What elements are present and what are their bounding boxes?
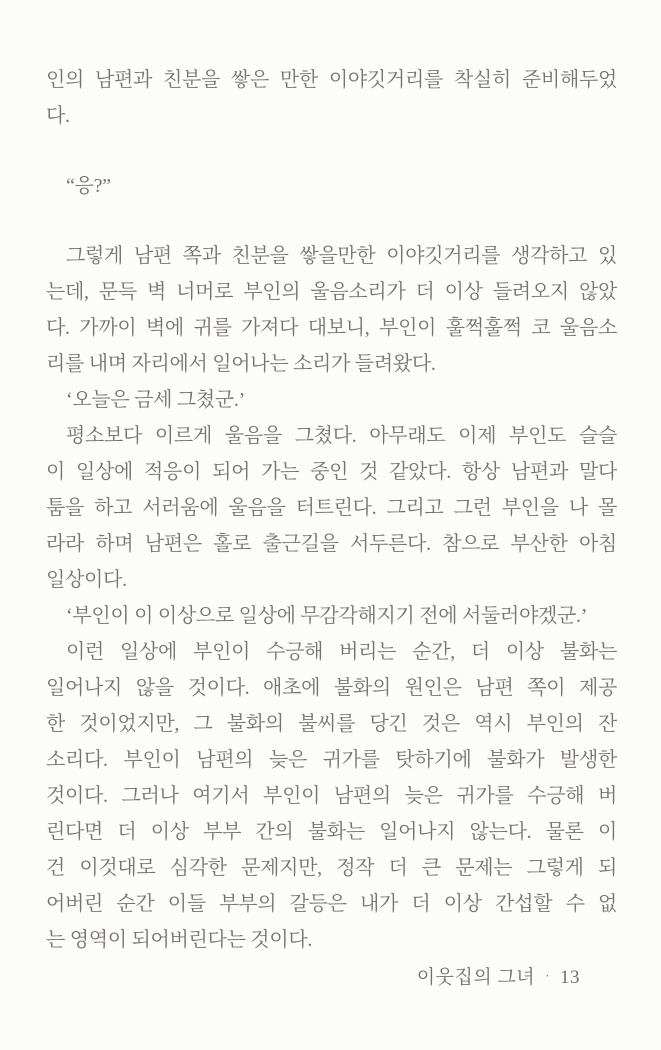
text-line: 다. <box>46 105 70 127</box>
text-line: 평소보다 이르게 울음을 그쳤다. 아무래도 이제 부인도 슬슬 <box>66 425 617 447</box>
text-line: 리를 내며 자리에서 일어나는 소리가 들려왔다. <box>46 353 436 375</box>
text-line: 소리다. 부인이 남편의 늦은 귀가를 탓하기에 불화가 발생한 <box>46 749 617 771</box>
blank-line <box>46 134 617 168</box>
text-line: ‘오늘은 금세 그쳤군.’ <box>66 389 245 411</box>
running-title: 이웃집의 그녀 <box>416 967 536 988</box>
footer-separator-dot: · <box>545 968 550 983</box>
text-line: 린다면 더 이상 부부 간의 불화는 일어나지 않는다. 물론 이 <box>46 821 617 843</box>
text-line: “응?” <box>66 175 111 197</box>
text-line: 인의 남편과 친분을 쌓은 만한 이야깃거리를 착실히 준비해두었 <box>46 69 617 91</box>
text-line: 일어나지 않을 것이다. 애초에 불화의 원인은 남편 쪽이 제공 <box>46 677 617 699</box>
text-line: 다. 가까이 벽에 귀를 가져다 대보니, 부인이 훌쩍훌쩍 코 울음소 <box>46 317 617 339</box>
text-line: 한 것이었지만, 그 불화의 불씨를 당긴 것은 역시 부인의 잔 <box>46 713 617 735</box>
text-line: 는 영역이 되어버린다는 것이다. <box>46 929 313 951</box>
text-line: 는데, 문득 벽 너머로 부인의 울음소리가 더 이상 들려오지 않았 <box>46 281 617 303</box>
text-line: 그렇게 남편 쪽과 친분을 쌓을만한 이야깃거리를 생각하고 있 <box>66 245 617 267</box>
text-line: 건 이것대로 심각한 문제지만, 정작 더 큰 문제는 그렇게 되 <box>46 857 617 879</box>
page-number: 13 <box>560 967 580 988</box>
text-line: 이 일상에 적응이 되어 가는 중인 것 같았다. 항상 남편과 말다 <box>46 461 617 483</box>
text-line: 라라 하며 남편은 홀로 출근길을 서두른다. 참으로 부산한 아침 <box>46 533 617 555</box>
text-line: 어버린 순간 이들 부부의 갈등은 내가 더 이상 간섭할 수 없 <box>46 893 617 915</box>
text-line: ‘부인이 이 이상으로 일상에 무감각해지기 전에 서둘러야겠군.’ <box>66 605 588 627</box>
text-line: 이런 일상에 부인이 수긍해 버리는 순간, 더 이상 불화는 <box>66 641 617 663</box>
text-line: 일상이다. <box>46 569 127 591</box>
blank-line <box>46 204 617 238</box>
page-text <box>46 62 617 958</box>
text-line: 것이다. 그러나 여기서 부인이 남편의 늦은 귀가를 수긍해 버 <box>46 785 617 807</box>
text-line: 툼을 하고 서러움에 울음을 터트린다. 그리고 그런 부인을 나 몰 <box>46 497 617 519</box>
page-footer <box>417 962 580 989</box>
